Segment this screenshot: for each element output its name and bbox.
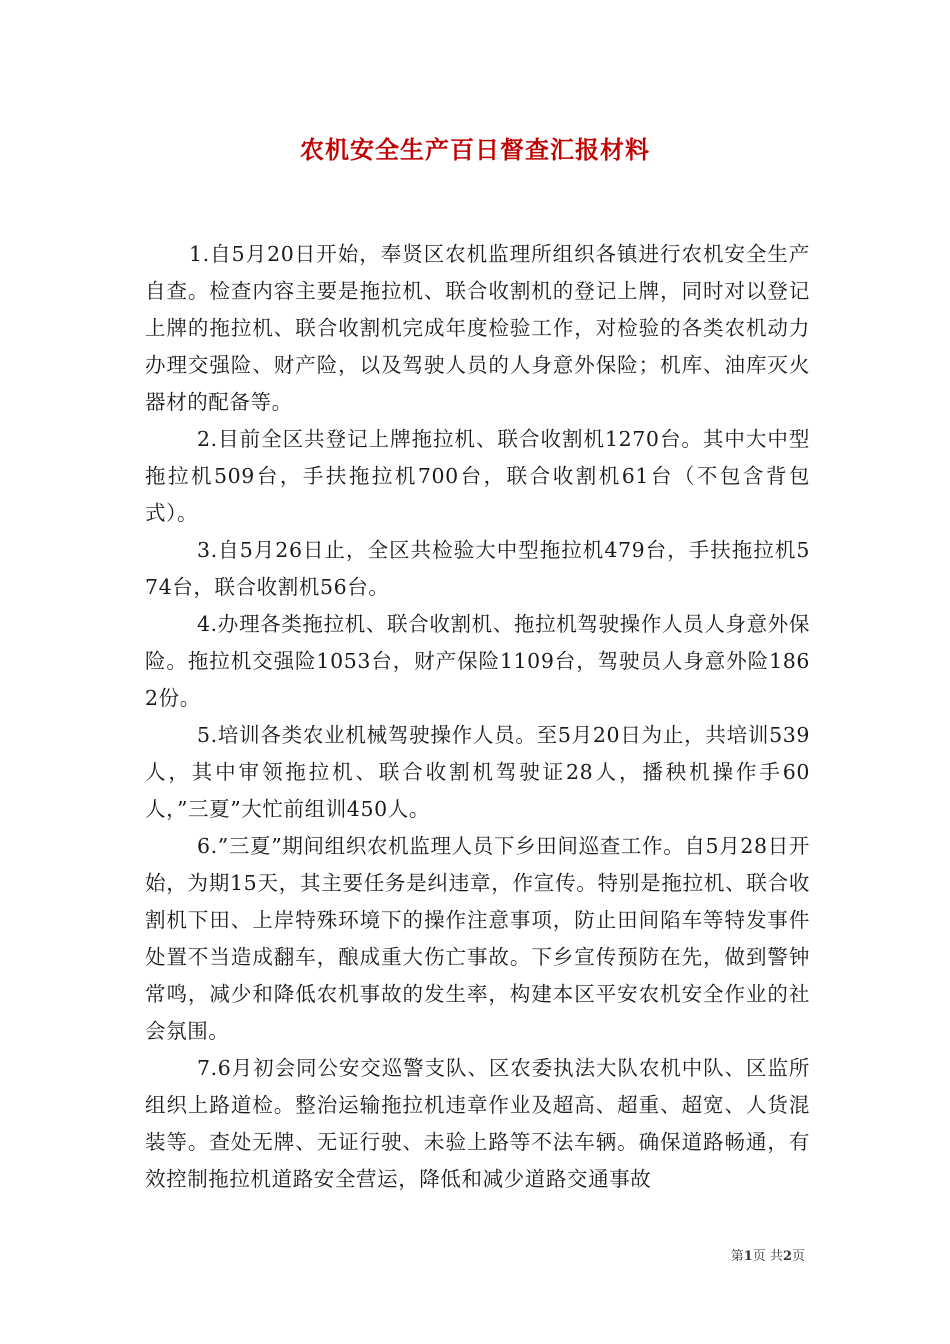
paragraph-6: 6.”三夏”期间组织农机监理人员下乡田间巡查工作。自5月28日开始，为期15天，其主要任务是纠违章，作宣传。特别是拖拉机、联合收割机下田、上岸特殊环境下的操作注意事项，防止田间陷车等特发事件处置不当造成翻车，酿成重大伤亡事故。下乡宣传预防在先，做到警钟常鸣，减少和降低农机事故的发生率，构建本区平安农机安全作业的社会氛围。	[145, 834, 810, 1043]
footer-middle: 页 共	[752, 1249, 783, 1264]
footer-prefix: 第	[730, 1249, 744, 1264]
paragraph-7: 7.6月初会同公安交巡警支队、区农委执法大队农机中队、区监所组织上路道检。整治运输拖拉机违章作业及超高、超重、超宽、人货混装等。查处无牌、无证行驶、未验上路等不法车辆。确保道路畅通，有效控制拖拉机道路安全营运，降低和减少道路交通事故	[145, 1056, 810, 1191]
footer-suffix: 页	[791, 1249, 805, 1264]
footer-current-page: 1	[743, 1249, 753, 1264]
paragraph-4: 4.办理各类拖拉机、联合收割机、拖拉机驾驶操作人员人身意外保险。拖拉机交强险1053台，财产保险1109台，驾驶员人身意外险1862份。	[145, 612, 810, 710]
paragraph-2: 2.目前全区共登记上牌拖拉机、联合收割机1270台。其中大中型拖拉机509台，手扶拖拉机700台，联合收割机61台（不包含背包式）。	[145, 427, 810, 525]
document-body	[145, 236, 810, 1198]
page-number-footer	[731, 1247, 805, 1267]
paragraph-1: 1.自5月20日开始，奉贤区农机监理所组织各镇进行农机安全生产自查。检查内容主要是拖拉机、联合收割机的登记上牌，同时对以登记上牌的拖拉机、联合收割机完成年度检验工作，对检验的各类农机动力办理交强险、财产险，以及驾驶人员的人身意外保险；机库、油库灭火器材的配备等。	[145, 242, 810, 414]
footer-total-pages: 2	[782, 1249, 792, 1264]
document-title: 农机安全生产百日督查汇报材料	[300, 135, 650, 164]
paragraph-3: 3.自5月26日止，全区共检验大中型拖拉机479台，手扶拖拉机574台，联合收割机56台。	[145, 538, 810, 599]
paragraph-5: 5.培训各类农业机械驾驶操作人员。至5月20日为止，共培训539人，其中审领拖拉机、联合收割机驾驶证28人，播秧机操作手60人，”三夏”大忙前组训450人。	[145, 723, 810, 821]
